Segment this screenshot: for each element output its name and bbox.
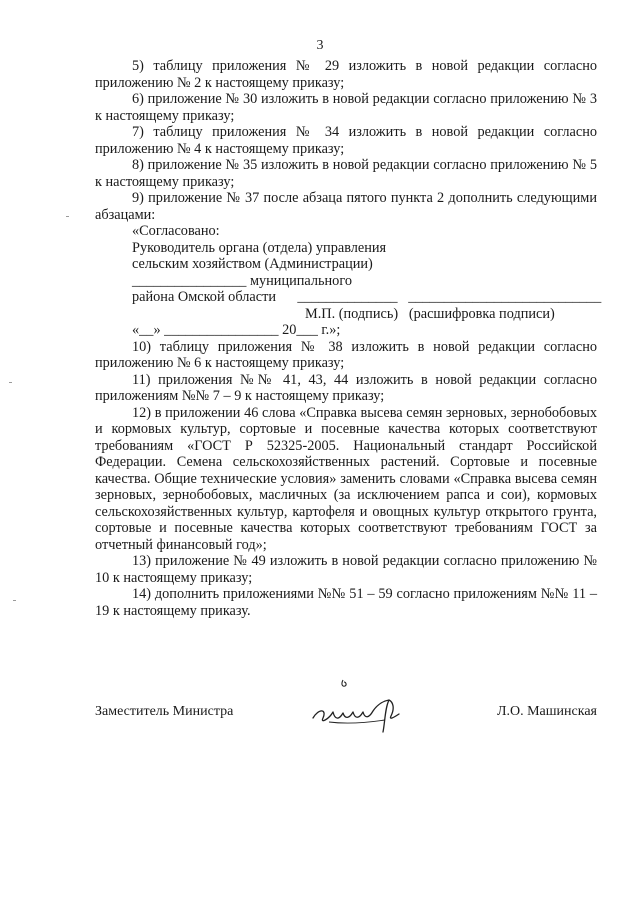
paragraph-item-6: 6) приложение № 30 изложить в новой редакции согласно приложению № 3 к настоящему приказу; [95, 91, 597, 124]
scan-edge-mark [13, 600, 16, 601]
approval-head-line2: сельским хозяйством (Администрации) [132, 256, 373, 272]
paragraph-item-5: 5) таблицу приложения № 29 изложить в новой редакции согласно приложению № 2 к настоящему приказу; [95, 58, 597, 91]
scan-edge-mark [9, 382, 12, 383]
approval-head-line1: Руководитель органа (отдела) управления [132, 239, 387, 256]
paragraph-item-11: 11) приложения №№ 41, 43, 44 изложить в новой редакции согласно приложениям №№ 7 – 9 к настоящему приказу; [95, 371, 597, 404]
approval-municipal: ________________ муниципального [132, 272, 352, 289]
approval-district: района Омской области [132, 289, 276, 305]
approval-stamp-caption: М.П. (подпись) (расшифровка подписи) [305, 305, 555, 322]
approval-date-line: «__» ________________ 20___ г.»; [132, 322, 341, 338]
approval-agreed: «Согласовано: [132, 223, 220, 239]
approval-block [95, 223, 602, 339]
paragraph-item-8: 8) приложение № 35 изложить в новой редакции согласно приложению № 5 к настоящему приказу; [95, 157, 597, 190]
signer-title: Заместитель Министра [95, 704, 234, 719]
paragraph-item-10: 10) таблицу приложения № 38 изложить в новой редакции согласно приложению № 6 к настоящему приказу; [95, 338, 597, 371]
paragraph-item-13: 13) приложение № 49 изложить в новой редакции согласно приложению № 10 к настоящему приказу; [95, 553, 597, 586]
signer-name: Л.О. Машинская [497, 704, 597, 719]
paragraph-item-9: 9) приложение № 37 после абзаца пятого пункта 2 дополнить следующими абзацами: [95, 190, 597, 223]
document-body [95, 58, 602, 619]
paragraph-item-12: 12) в приложении 46 слова «Справка высева семян зерновых, зернобобовых и кормовых культур, сортовые и посевные качества которых соответствуют требованиям «ГОСТ Р 52325-2005. Национальный стандарт Российской Федерации. Семена сельскохозяйственных растений. Сортовые и посевные качества. Общие технические условия» заменить словами «Справка высева семян зерновых, зернобобовых, масличных (за исключением рапса и сои), кормовых сельскохозяйственных культур, картофеля и овощных культур открытого грунта, сортовые и посевные качества которых соответствуют требованиям ГОСТ за отчетный финансовый год»; [95, 404, 597, 553]
approval-blank-lines: ______________ ___________________________ [297, 289, 602, 305]
scan-edge-mark [66, 216, 69, 217]
paragraph-item-7: 7) таблицу приложения № 34 изложить в новой редакции согласно приложению № 4 к настоящему приказу; [95, 124, 597, 157]
paragraph-item-14: 14) дополнить приложениями №№ 51 – 59 согласно приложениям №№ 11 – 19 к настоящему приказу. [95, 586, 597, 619]
approval-district-row [95, 289, 602, 306]
handwritten-signature [305, 678, 415, 738]
page-number: 3 [316, 38, 324, 53]
